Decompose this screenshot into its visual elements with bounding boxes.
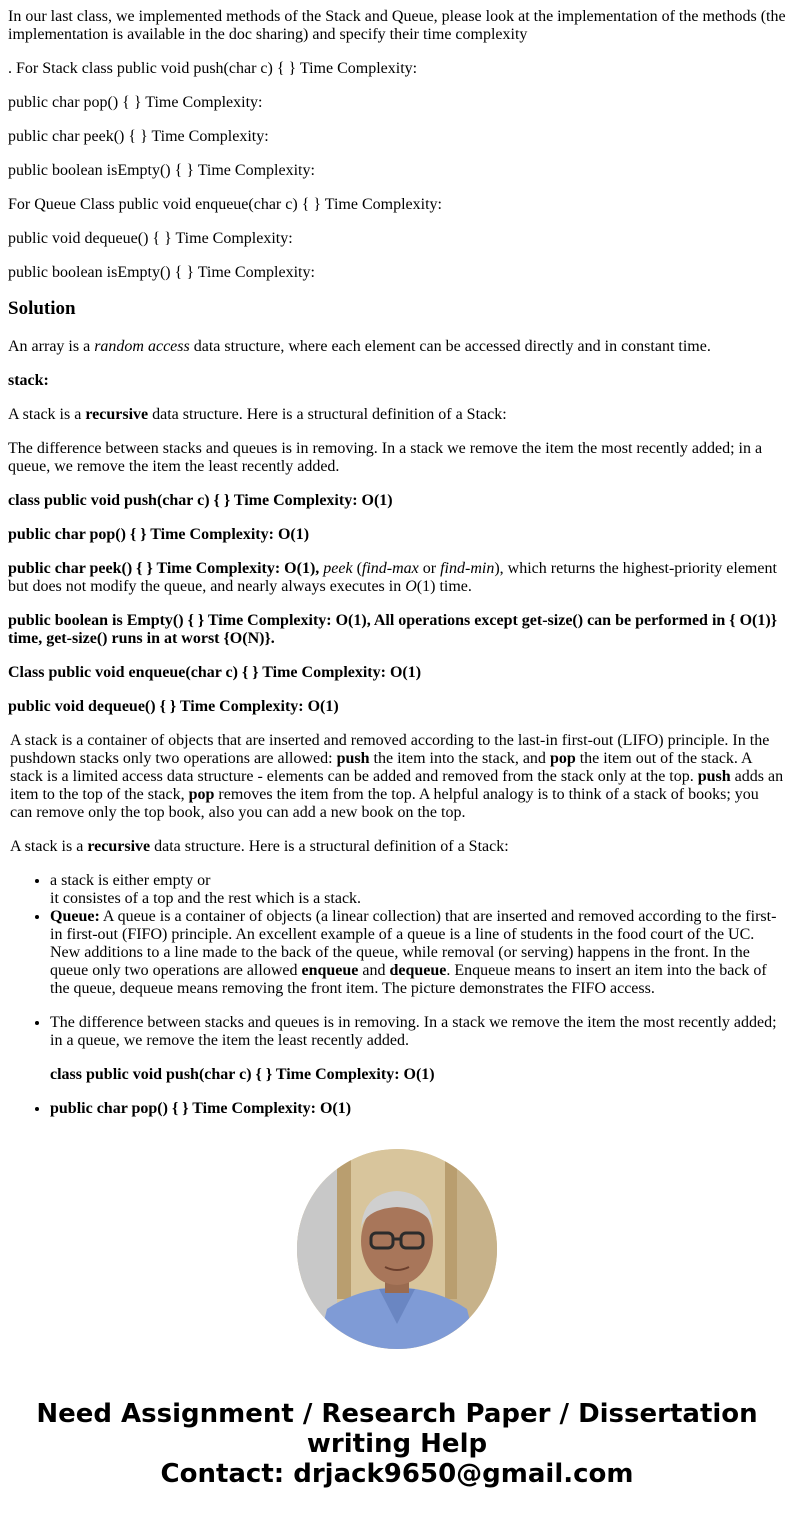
text: • The difference between stacks and queues is in removing. In a stack we remove the item the most recently added; in a queue, we remove the item the least recently added.: [50, 1014, 777, 1049]
text: the item into the stack, and: [369, 750, 550, 767]
bold-text: dequeue: [389, 962, 447, 979]
label: stack:: [8, 372, 49, 389]
text: it consistes of a top and the rest which is a stack.: [50, 890, 362, 907]
list-item: [50, 908, 786, 998]
lifo-paragraph: [10, 732, 784, 822]
stack-label: [8, 372, 786, 390]
bold-text: public void dequeue() { } Time Complexity: O(1): [8, 698, 339, 715]
answer-push: [8, 492, 786, 510]
text: . Enqueue means to insert an item into the back of the queue, dequeue means removing the front item. The picture demonstrates the FIFO access.: [50, 962, 767, 997]
bold-text: public char pop() { } Time Complexity: O(1): [8, 526, 310, 543]
footer-banner: [8, 1399, 786, 1489]
bold-text: class public void push(char c) { } Time Complexity: O(1): [8, 492, 393, 509]
list-item: [50, 872, 786, 908]
bold-text: recursive: [87, 838, 151, 855]
recursive-paragraph: [8, 406, 786, 424]
recursive-paragraph-2: [10, 838, 784, 856]
question-stack-push: . For Stack class public void push(char c) { } Time Complexity:: [8, 60, 418, 77]
array-paragraph: [8, 338, 786, 356]
bold-text: Queue:: [50, 908, 100, 925]
definition-list: [8, 872, 786, 1118]
bold-text: public char pop() { } Time Complexity: O(1): [50, 1100, 352, 1117]
bold-text: pop: [188, 786, 215, 803]
text: A queue is a container of objects (a linear collection) that are inserted and removed according to the first-in first-out (FIFO) principle. An excellent example of a queue is a line of students in the food court of the UC. New additions to a line made to the back of the queue, while removal (or serving) happens in the front. In the queue only two operations are allowed: [50, 908, 777, 979]
text: data structure, where each element can be accessed directly and in constant time.: [189, 338, 711, 355]
avatar-portrait-icon: [297, 1149, 497, 1349]
text: (: [352, 560, 362, 577]
solution-heading: Solution: [8, 298, 76, 319]
question-stack-pop: public char pop() { } Time Complexity:: [8, 94, 263, 111]
text: and: [358, 962, 390, 979]
difference-paragraph: The difference between stacks and queues is in removing. In a stack we remove the item the most recently added; in a queue, we remove the item the least recently added.: [8, 440, 763, 475]
bold-text: Class public void enqueue(char c) { } Time Complexity: O(1): [8, 664, 422, 681]
bold-text: push: [697, 768, 731, 785]
answer-pop: [8, 526, 786, 544]
emphasis: find-min: [440, 560, 495, 577]
footer-line-1: Need Assignment / Research Paper / Dissertation: [36, 1399, 758, 1429]
question-queue-enqueue: For Queue Class public void enqueue(char c) { } Time Complexity:: [8, 196, 442, 213]
emphasis: O: [405, 578, 417, 595]
bold-text: recursive: [85, 406, 149, 423]
list-item: [50, 1100, 786, 1118]
text: (1) time.: [416, 578, 472, 595]
emphasis: random access: [94, 338, 190, 355]
bold-text: enqueue: [301, 962, 359, 979]
emphasis: peek: [323, 560, 353, 577]
text: the item out of the stack. A stack is a limited access data structure - elements can be added and removed from the stack only at the top.: [10, 750, 752, 785]
text: ), which returns the highest-priority element but does not modify the queue, and nearly always executes in: [8, 560, 777, 595]
bold-text: pop: [549, 750, 576, 767]
question-stack-isempty: public boolean isEmpty() { } Time Complexity:: [8, 162, 315, 179]
footer-contact: Contact: drjack9650@gmail.com: [160, 1459, 634, 1489]
stack-explanation-block: [8, 732, 786, 856]
bold-text: public boolean is Empty() { } Time Complexity: O(1), All operations except get-size() can be performed in { O(1)} time, get-size() runs in at worst {O(N)}.: [8, 612, 777, 647]
footer-line-2: writing Help: [306, 1429, 488, 1459]
text: A stack is a container of objects that are inserted and removed according to the last-in first-out (LIFO) principle. In the pushdown stacks only two operations are allowed:: [10, 732, 770, 767]
question-queue-dequeue: public void dequeue() { } Time Complexity:: [8, 230, 293, 247]
list-item: [50, 1014, 786, 1084]
emphasis: find-max: [361, 560, 419, 577]
avatar: [297, 1149, 497, 1349]
answer-enqueue: [8, 664, 786, 682]
text: An array is a: [8, 338, 95, 355]
answer-isempty: [8, 612, 786, 648]
text: A stack is a: [10, 838, 88, 855]
text: data structure. Here is a structural definition of a Stack:: [148, 406, 507, 423]
question-intro: In our last class, we implemented methods of the Stack and Queue, please look at the implementation of the methods (the implementation is available in the doc sharing) and specify their time complexity: [8, 8, 786, 43]
question-queue-isempty: public boolean isEmpty() { } Time Complexity:: [8, 264, 315, 281]
text: a stack is either empty or: [50, 872, 211, 889]
text: adds an item to the top of the stack,: [10, 768, 784, 803]
text: A stack is a: [8, 406, 86, 423]
avatar-container: [8, 1149, 786, 1349]
bold-text: push: [336, 750, 370, 767]
question-stack-peek: public char peek() { } Time Complexity:: [8, 128, 269, 145]
text: data structure. Here is a structural definition of a Stack:: [150, 838, 509, 855]
bold-text: public char peek() { } Time Complexity: O(1),: [8, 560, 320, 577]
text: removes the item from the top. A helpful analogy is to think of a stack of books; you can remove only the top book, also you can add a new book on the top.: [10, 786, 759, 821]
answer-dequeue: [8, 698, 786, 716]
answer-peek: [8, 560, 786, 596]
bold-text: class public void push(char c) { } Time Complexity: O(1): [50, 1066, 435, 1083]
text: or: [418, 560, 441, 577]
